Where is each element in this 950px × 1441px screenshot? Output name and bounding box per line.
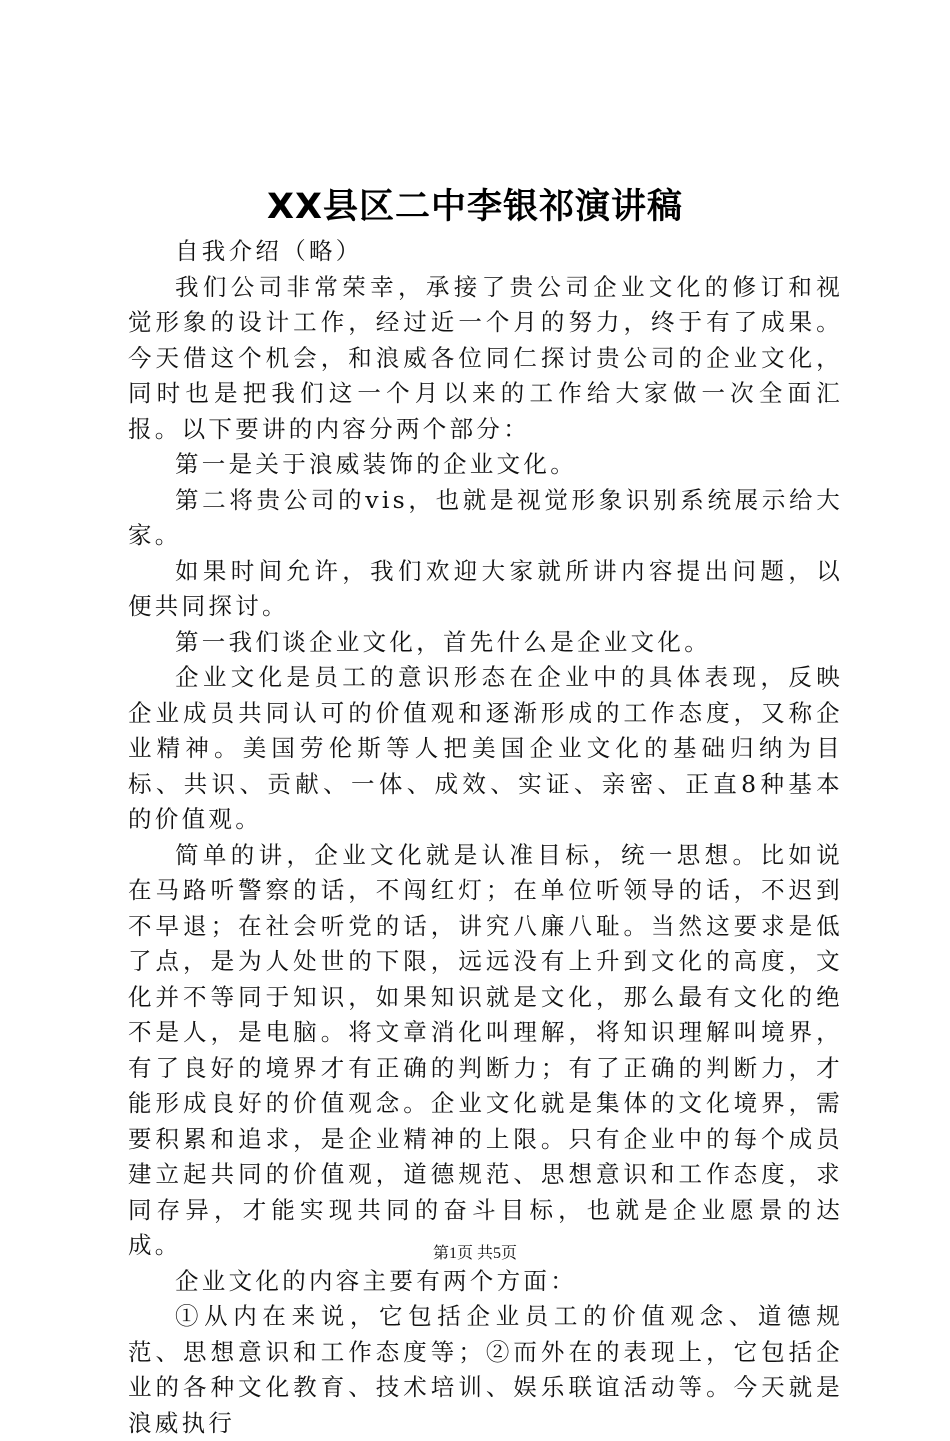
paragraph: 企业文化是员工的意识形态在企业中的具体表现，反映企业成员共同认可的价值观和逐渐形成的工作态度，又称企业精神。美国劳伦斯等人把美国企业文化的基础归纳为目标、共识、贡献、一体、成效、实证、亲密、正直8种基本的价值观。 [128,663,843,833]
paragraph: 如果时间允许，我们欢迎大家就所讲内容提出问题，以便共同探讨。 [128,556,843,620]
paragraph: 简单的讲，企业文化就是认准目标，统一思想。比如说在马路听警察的话，不闯红灯；在单位听领导的话，不迟到不早退；在社会听党的话，讲究八廉八耻。当然这要求是低了点，是为人处世的下限，远远没有上升到文化的高度，文化并不等同于知识，如果知识就是文化，那么最有文化的绝不是人，是电脑。将文章消化叫理解，将知识理解叫境界，有了良好的境界才有正确的判断力；有了正确的判断力，才能形成良好的价值观念。企业文化就是集体的文化境界，需要积累和追求，是企业精神的上限。只有企业中的每个成员建立起共同的价值观，道德规范、思想意识和工作态度，求同存异，才能实现共同的奋斗目标，也就是企业愿景的达成。 [128,840,843,1259]
paragraph: 自我介绍（略） [175,237,363,265]
paragraph: ①从内在来说，它包括企业员工的价值观念、道德规范、思想意识和工作态度等；②而外在的表现上，它包括企业的各种文化教育、技术培训、娱乐联谊活动等。今天就是浪威执行 [128,1302,843,1437]
paragraph: 我们公司非常荣幸，承接了贵公司企业文化的修订和视觉形象的设计工作，经过近一个月的努力，终于有了成果。今天借这个机会，和浪威各位同仁探讨贵公司的企业文化，同时也是把我们这一个月以来的工作给大家做一次全面汇报。以下要讲的内容分两个部分： [128,272,843,443]
paragraph: 第二将贵公司的vis，也就是视觉形象识别系统展示给大家。 [128,485,843,549]
page-footer: 第1页 共5页 [432,1245,517,1262]
paragraph: 第一是关于浪威装饰的企业文化。 [175,450,577,478]
paragraph: 企业文化的内容主要有两个方面： [175,1266,577,1295]
document-title: XX县区二中李银祁演讲稿 [267,187,683,227]
paragraph: 第一我们谈企业文化，首先什么是企业文化。 [175,627,711,656]
